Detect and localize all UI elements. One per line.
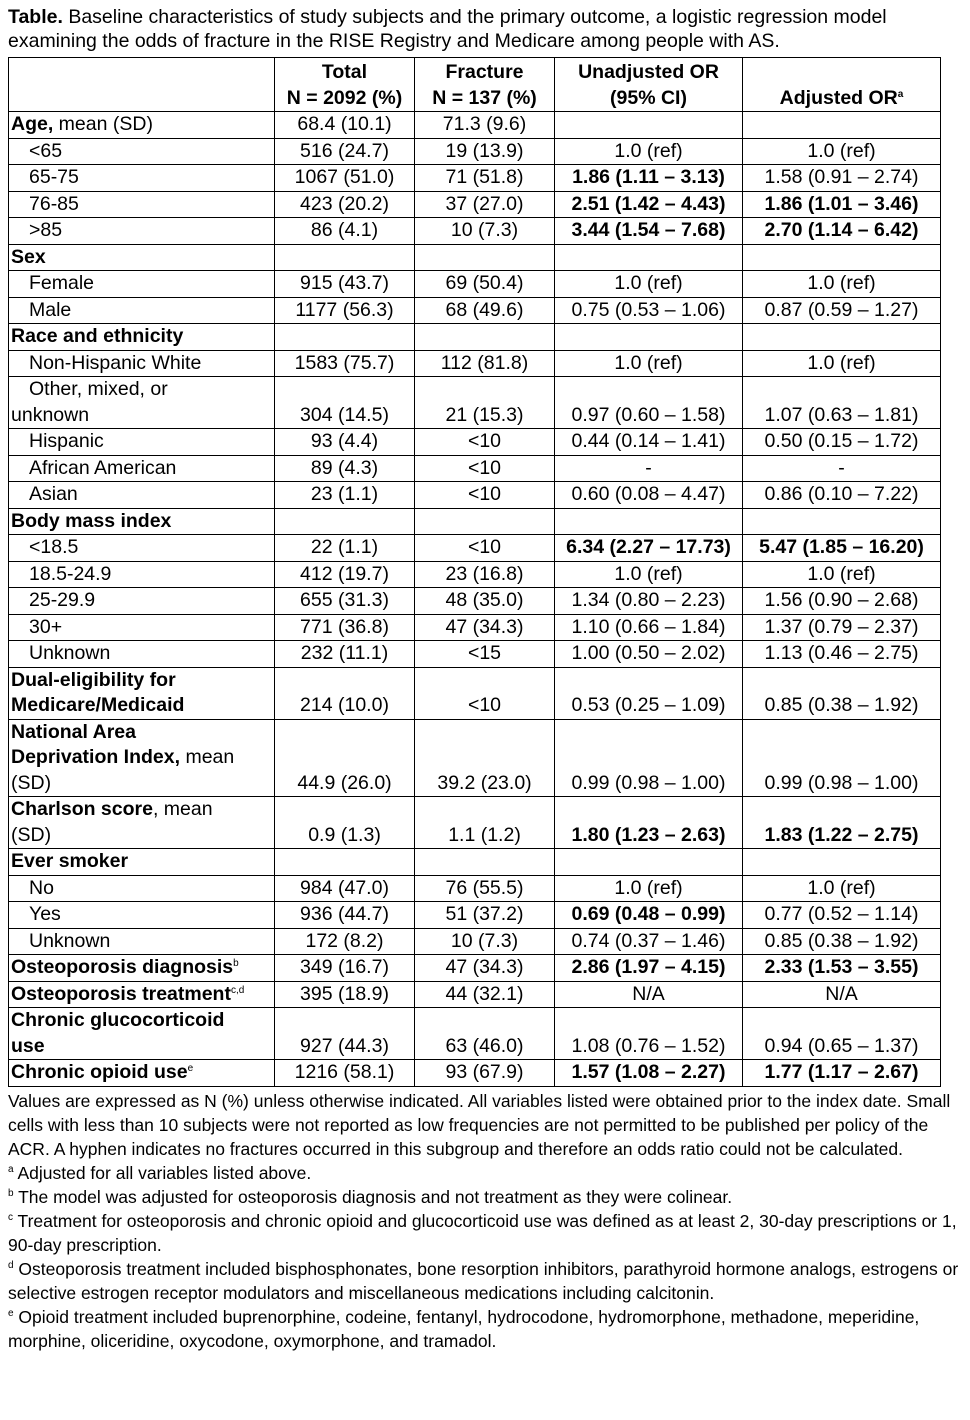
- cell-total: 655 (31.3): [275, 588, 415, 615]
- table-row: [9, 1008, 941, 1060]
- table-cell: [555, 849, 743, 876]
- footnote-marker: b: [8, 1187, 14, 1199]
- cell-unadjusted: -: [555, 455, 743, 482]
- footnote-marker: e: [8, 1307, 14, 1319]
- text-fragment: Osteoporosis treatment: [11, 982, 231, 1005]
- table-row: [9, 981, 941, 1008]
- table-row: [9, 482, 941, 509]
- cell-total: 0.9 (1.3): [275, 797, 415, 849]
- table-row: [9, 165, 941, 192]
- row-label: [9, 797, 275, 849]
- cell-adjusted: 1.86 (1.01 – 3.46): [743, 191, 941, 218]
- text-fragment: , mean: [152, 798, 213, 820]
- cell-fracture: 63 (46.0): [415, 1008, 555, 1060]
- text-fragment: mean: [180, 746, 235, 768]
- table-row: [9, 429, 941, 456]
- table-cell: [415, 324, 555, 351]
- cell-fracture: <10: [415, 429, 555, 456]
- cell-fracture: 69 (50.4): [415, 271, 555, 298]
- text-fragment: (95% CI): [610, 86, 687, 109]
- text-fragment: Fracture: [445, 61, 524, 83]
- table-row: [9, 112, 941, 139]
- text-fragment: Medicare/Medicaid: [11, 694, 185, 716]
- table-row: [9, 377, 941, 429]
- row-label: 76-85: [9, 191, 275, 218]
- table-row: [9, 902, 941, 929]
- table-row: [9, 614, 941, 641]
- cell-total: 89 (4.3): [275, 455, 415, 482]
- cell-total: 1216 (58.1): [275, 1060, 415, 1087]
- text-fragment: Unadjusted OR: [578, 61, 719, 83]
- cell-total: 412 (19.7): [275, 561, 415, 588]
- text-fragment: Deprivation Index,: [11, 746, 181, 768]
- cell-fracture: 10 (7.3): [415, 218, 555, 245]
- footnote-marker: c: [8, 1211, 13, 1223]
- row-label: [9, 112, 275, 139]
- table-cell: [743, 324, 941, 351]
- table-notes: [8, 1089, 966, 1353]
- row-label: [9, 719, 275, 797]
- caption-label: Table.: [8, 6, 63, 28]
- table-row: [9, 218, 941, 245]
- cell-unadjusted: 0.53 (0.25 – 1.09): [555, 667, 743, 719]
- table-row: [9, 588, 941, 615]
- header-total: [275, 58, 415, 112]
- table-cell: [415, 244, 555, 271]
- cell-fracture: 51 (37.2): [415, 902, 555, 929]
- cell-adjusted: -: [743, 455, 941, 482]
- table-row: [9, 271, 941, 298]
- note-d: [8, 1257, 966, 1305]
- row-label: Sex: [9, 244, 275, 271]
- note-c: [8, 1209, 966, 1257]
- cell-unadjusted: 1.0 (ref): [555, 350, 743, 377]
- text-fragment: N = 2092 (%): [286, 86, 403, 109]
- cell-unadjusted: 0.97 (0.60 – 1.58): [555, 377, 743, 429]
- text-fragment: The model was adjusted for osteoporosis diagnosis and not treatment as they were colinear.: [13, 1186, 733, 1207]
- cell-unadjusted: 1.80 (1.23 – 2.63): [555, 797, 743, 849]
- cell-adjusted: 0.99 (0.98 – 1.00): [743, 719, 941, 797]
- text-fragment: Adjusted OR: [779, 86, 898, 109]
- row-label: Yes: [9, 902, 275, 929]
- text-fragment: Osteoporosis diagnosis: [11, 956, 234, 978]
- cell-fracture: 48 (35.0): [415, 588, 555, 615]
- row-label: No: [9, 875, 275, 902]
- table-cell: [555, 508, 743, 535]
- cell-total: 915 (43.7): [275, 271, 415, 298]
- cell-fracture: 112 (81.8): [415, 350, 555, 377]
- cell-fracture: 93 (67.9): [415, 1060, 555, 1087]
- row-label: Unknown: [9, 641, 275, 668]
- row-label: 65-75: [9, 165, 275, 192]
- cell-unadjusted: 1.0 (ref): [555, 875, 743, 902]
- note-main: Values are expressed as N (%) unless otherwise indicated. All variables listed were obtained prior to the index date. Small cells with less than 10 subjects were not reported as low frequencies are not permitted to be published per policy of the ACR. A hyphen indicates no fractures occurred in this subgroup and therefore an odds ratio could not be calculated.: [8, 1090, 951, 1159]
- row-label: [9, 955, 275, 982]
- cell-total: 1583 (75.7): [275, 350, 415, 377]
- row-label: <18.5: [9, 535, 275, 562]
- cell-adjusted: 2.70 (1.14 – 6.42): [743, 218, 941, 245]
- text-fragment: (SD): [11, 823, 52, 846]
- row-label: Ever smoker: [9, 849, 275, 876]
- characteristics-table: [8, 57, 941, 1087]
- row-label: [9, 667, 275, 719]
- cell-unadjusted: [555, 112, 743, 139]
- table-cell: [415, 508, 555, 535]
- row-label: 25-29.9: [9, 588, 275, 615]
- row-label: Hispanic: [9, 429, 275, 456]
- cell-fracture: 1.1 (1.2): [415, 797, 555, 849]
- cell-unadjusted: 1.34 (0.80 – 2.23): [555, 588, 743, 615]
- table-cell: [415, 849, 555, 876]
- caption-text: Baseline characteristics of study subjects and the primary outcome, a logistic regression model examining the odds of fracture in the RISE Registry and Medicare among people with AS.: [8, 6, 887, 52]
- cell-fracture: 10 (7.3): [415, 928, 555, 955]
- cell-adjusted: 1.56 (0.90 – 2.68): [743, 588, 941, 615]
- text-fragment: Total: [321, 61, 368, 83]
- cell-adjusted: N/A: [743, 981, 941, 1008]
- cell-fracture: 39.2 (23.0): [415, 719, 555, 797]
- row-label: [9, 377, 275, 429]
- cell-adjusted: 0.85 (0.38 – 1.92): [743, 928, 941, 955]
- cell-fracture: <10: [415, 482, 555, 509]
- row-label: 18.5-24.9: [9, 561, 275, 588]
- cell-unadjusted: 0.44 (0.14 – 1.41): [555, 429, 743, 456]
- cell-total: 1067 (51.0): [275, 165, 415, 192]
- cell-adjusted: 5.47 (1.85 – 16.20): [743, 535, 941, 562]
- cell-unadjusted: 6.34 (2.27 – 17.73): [555, 535, 743, 562]
- text-fragment: Osteoporosis treatment included bisphosphonates, bone resorption inhibitors, parathyroid hormone analogs, estrogens or selective estrogen receptor modulators and miscellaneous medications including calcitonin.: [8, 1258, 959, 1303]
- cell-adjusted: 1.0 (ref): [743, 875, 941, 902]
- cell-fracture: 37 (27.0): [415, 191, 555, 218]
- cell-total: 232 (11.1): [275, 641, 415, 668]
- table-row: [9, 508, 941, 535]
- cell-adjusted: 0.77 (0.52 – 1.14): [743, 902, 941, 929]
- footnote-marker: e: [187, 1063, 194, 1074]
- table-row: [9, 324, 941, 351]
- table-row: [9, 561, 941, 588]
- cell-fracture: 23 (16.8): [415, 561, 555, 588]
- cell-fracture: 47 (34.3): [415, 955, 555, 982]
- cell-adjusted: 2.33 (1.53 – 3.55): [743, 955, 941, 982]
- text-fragment: (SD): [11, 771, 52, 794]
- cell-unadjusted: 1.10 (0.66 – 1.84): [555, 614, 743, 641]
- text-fragment: Adjusted for all variables listed above.: [13, 1162, 312, 1183]
- table-row: [9, 849, 941, 876]
- table-cell: [275, 849, 415, 876]
- cell-total: 936 (44.7): [275, 902, 415, 929]
- cell-adjusted: 1.37 (0.79 – 2.37): [743, 614, 941, 641]
- note-e: [8, 1305, 966, 1353]
- row-label: <65: [9, 138, 275, 165]
- cell-fracture: 68 (49.6): [415, 297, 555, 324]
- footnote-marker: c,d: [230, 984, 245, 996]
- cell-fracture: 44 (32.1): [415, 981, 555, 1008]
- table-row: [9, 244, 941, 271]
- table-cell: [275, 508, 415, 535]
- cell-adjusted: 1.13 (0.46 – 2.75): [743, 641, 941, 668]
- table-row: [9, 928, 941, 955]
- cell-total: 927 (44.3): [275, 1008, 415, 1060]
- footnote-marker: d: [8, 1259, 14, 1271]
- cell-fracture: <10: [415, 667, 555, 719]
- cell-total: 172 (8.2): [275, 928, 415, 955]
- cell-unadjusted: 1.86 (1.11 – 3.13): [555, 165, 743, 192]
- cell-adjusted: 0.87 (0.59 – 1.27): [743, 297, 941, 324]
- table-row: [9, 138, 941, 165]
- cell-unadjusted: 1.08 (0.76 – 1.52): [555, 1008, 743, 1060]
- cell-unadjusted: 0.60 (0.08 – 4.47): [555, 482, 743, 509]
- text-fragment: National Area: [11, 720, 136, 743]
- cell-unadjusted: 3.44 (1.54 – 7.68): [555, 218, 743, 245]
- cell-unadjusted: 1.0 (ref): [555, 138, 743, 165]
- row-label: Unknown: [9, 928, 275, 955]
- table-row: [9, 1060, 941, 1087]
- cell-adjusted: 1.0 (ref): [743, 350, 941, 377]
- cell-fracture: 47 (34.3): [415, 614, 555, 641]
- cell-unadjusted: 2.51 (1.42 – 4.43): [555, 191, 743, 218]
- table-cell: [743, 244, 941, 271]
- cell-total: 984 (47.0): [275, 875, 415, 902]
- footnote-marker: a: [8, 1163, 14, 1175]
- cell-fracture: <15: [415, 641, 555, 668]
- cell-adjusted: 0.85 (0.38 – 1.92): [743, 667, 941, 719]
- cell-total: 1177 (56.3): [275, 297, 415, 324]
- text-fragment: mean (SD): [53, 113, 153, 135]
- table-row: [9, 191, 941, 218]
- cell-adjusted: 1.0 (ref): [743, 138, 941, 165]
- cell-adjusted: 0.94 (0.65 – 1.37): [743, 1008, 941, 1060]
- row-label: Race and ethnicity: [9, 324, 275, 351]
- table-row: [9, 535, 941, 562]
- table-caption: [8, 5, 948, 53]
- cell-adjusted: 1.0 (ref): [743, 271, 941, 298]
- table-cell: [743, 508, 941, 535]
- table-row: [9, 641, 941, 668]
- text-fragment: Treatment for osteoporosis and chronic opioid and glucocorticoid use was defined as at least 2, 30-day prescriptions or 1, 90-day prescription.: [8, 1210, 957, 1255]
- header-fracture: [415, 58, 555, 112]
- cell-unadjusted: N/A: [555, 981, 743, 1008]
- cell-unadjusted: 1.00 (0.50 – 2.02): [555, 641, 743, 668]
- header-blank: [9, 58, 275, 112]
- header-adjusted: [743, 58, 941, 112]
- row-label: >85: [9, 218, 275, 245]
- table-cell: [275, 244, 415, 271]
- header-unadjusted: [555, 58, 743, 112]
- cell-unadjusted: 1.0 (ref): [555, 561, 743, 588]
- cell-total: 68.4 (10.1): [275, 112, 415, 139]
- cell-adjusted: 1.83 (1.22 – 2.75): [743, 797, 941, 849]
- cell-adjusted: 1.07 (0.63 – 1.81): [743, 377, 941, 429]
- text-fragment: Charlson score: [11, 798, 153, 820]
- cell-adjusted: 0.86 (0.10 – 7.22): [743, 482, 941, 509]
- note-a: [8, 1161, 966, 1185]
- row-label: Female: [9, 271, 275, 298]
- row-label: African American: [9, 455, 275, 482]
- cell-unadjusted: 0.74 (0.37 – 1.46): [555, 928, 743, 955]
- text-fragment: Dual-eligibility for: [11, 668, 176, 691]
- note-b: [8, 1185, 966, 1209]
- text-fragment: Chronic opioid use: [11, 1061, 188, 1083]
- cell-fracture: 21 (15.3): [415, 377, 555, 429]
- table-cell: [743, 849, 941, 876]
- text-fragment: use: [11, 1034, 45, 1057]
- cell-total: 304 (14.5): [275, 377, 415, 429]
- cell-unadjusted: 1.0 (ref): [555, 271, 743, 298]
- cell-unadjusted: 0.69 (0.48 – 0.99): [555, 902, 743, 929]
- cell-total: 516 (24.7): [275, 138, 415, 165]
- header-row: [9, 58, 941, 112]
- row-label: [9, 1060, 275, 1087]
- cell-adjusted: 1.77 (1.17 – 2.67): [743, 1060, 941, 1087]
- text-fragment: Age,: [11, 113, 54, 135]
- cell-adjusted: 1.0 (ref): [743, 561, 941, 588]
- table-cell: [275, 324, 415, 351]
- cell-total: 423 (20.2): [275, 191, 415, 218]
- footnote-marker: a: [897, 88, 904, 100]
- cell-unadjusted: 2.86 (1.97 – 4.15): [555, 955, 743, 982]
- cell-total: 395 (18.9): [275, 981, 415, 1008]
- table-row: [9, 297, 941, 324]
- table-row: [9, 797, 941, 849]
- cell-fracture: 71.3 (9.6): [415, 112, 555, 139]
- cell-total: 23 (1.1): [275, 482, 415, 509]
- footnote-marker: b: [233, 958, 239, 969]
- cell-fracture: <10: [415, 455, 555, 482]
- cell-total: 86 (4.1): [275, 218, 415, 245]
- text-fragment: Chronic glucocorticoid: [11, 1009, 225, 1031]
- cell-unadjusted: 1.57 (1.08 – 2.27): [555, 1060, 743, 1087]
- table-cell: [555, 324, 743, 351]
- row-label: Male: [9, 297, 275, 324]
- row-label: [9, 1008, 275, 1060]
- cell-fracture: 71 (51.8): [415, 165, 555, 192]
- cell-unadjusted: 0.99 (0.98 – 1.00): [555, 719, 743, 797]
- text-fragment: unknown: [11, 403, 90, 426]
- cell-fracture: 19 (13.9): [415, 138, 555, 165]
- text-fragment: N = 137 (%): [432, 86, 537, 109]
- row-label: Body mass index: [9, 508, 275, 535]
- table-row: [9, 955, 941, 982]
- cell-adjusted: [743, 112, 941, 139]
- table-row: [9, 350, 941, 377]
- table-row: [9, 719, 941, 797]
- cell-adjusted: 1.58 (0.91 – 2.74): [743, 165, 941, 192]
- cell-total: 349 (16.7): [275, 955, 415, 982]
- text-fragment: Other, mixed, or: [29, 378, 168, 400]
- cell-adjusted: 0.50 (0.15 – 1.72): [743, 429, 941, 456]
- cell-total: 22 (1.1): [275, 535, 415, 562]
- cell-total: 771 (36.8): [275, 614, 415, 641]
- table-row: [9, 455, 941, 482]
- text-fragment: Opioid treatment included buprenorphine, codeine, fentanyl, hydrocodone, hydromorphone, methadone, meperidine, morphine, oliceridine, oxycodone, oxymorphone, and tramadol.: [8, 1306, 920, 1351]
- row-label: 30+: [9, 614, 275, 641]
- table-row: [9, 667, 941, 719]
- table-row: [9, 875, 941, 902]
- cell-fracture: <10: [415, 535, 555, 562]
- row-label: [9, 981, 275, 1008]
- row-label: Non-Hispanic White: [9, 350, 275, 377]
- cell-total: 44.9 (26.0): [275, 719, 415, 797]
- cell-total: 93 (4.4): [275, 429, 415, 456]
- cell-total: 214 (10.0): [275, 667, 415, 719]
- cell-unadjusted: 0.75 (0.53 – 1.06): [555, 297, 743, 324]
- table-cell: [555, 244, 743, 271]
- row-label: Asian: [9, 482, 275, 509]
- cell-fracture: 76 (55.5): [415, 875, 555, 902]
